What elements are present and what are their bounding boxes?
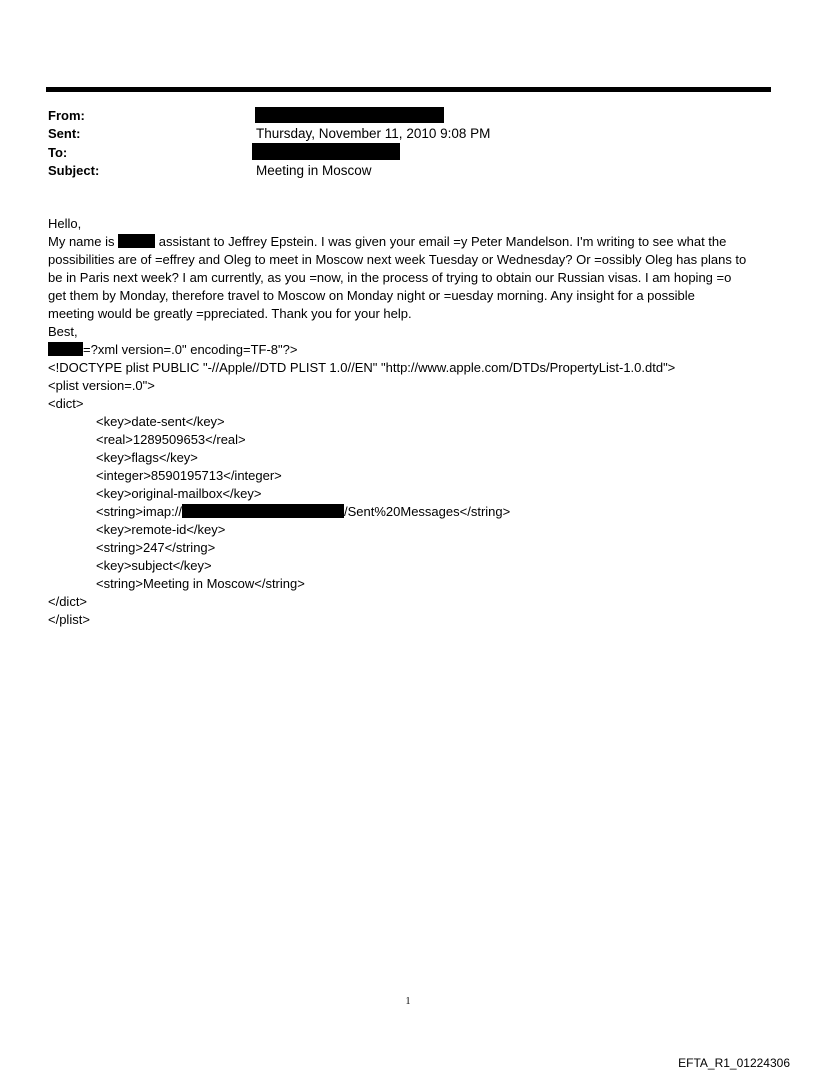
dict-open: <dict> — [48, 396, 84, 411]
plist-value-date-sent: <real>1289509653</real> — [96, 432, 246, 447]
greeting: Hello, — [48, 216, 82, 231]
plist-value-original-mailbox — [48, 503, 774, 521]
plist-key-subject: <key>subject</key> — [96, 558, 212, 573]
from-label: From: — [48, 108, 85, 123]
plist-value-remote-id: <string>247</string> — [96, 540, 216, 555]
body-line-1b: assistant to Jeffrey Epstein. I was given your email =y Peter Mandelson. I'm writing to see what the — [158, 234, 727, 249]
subject-label: Subject: — [48, 163, 100, 178]
plist-key-remote-id: <key>remote-id</key> — [96, 522, 226, 537]
body-line-3: be in Paris next week? I am currently, as you =now, in the process of trying to obtain our Russian visas. I am hoping =o — [48, 270, 732, 285]
plist-close: </plist> — [48, 612, 90, 627]
mailbox-prefix: <string>imap:// — [96, 504, 182, 519]
body-line-1a: My name is — [48, 234, 115, 249]
page-number: 1 — [405, 996, 411, 1007]
plist-value-subject: <string>Meeting in Moscow</string> — [96, 576, 305, 591]
signature-redaction — [48, 342, 83, 356]
sent-label: Sent: — [48, 126, 81, 141]
plist-value-flags: <integer>8590195713</integer> — [96, 468, 282, 483]
plist-key-original-mailbox: <key>original-mailbox</key> — [96, 486, 262, 501]
header-rule — [46, 87, 771, 92]
sent-value: Thursday, November 11, 2010 9:08 PM — [256, 126, 491, 141]
doctype-line: <!DOCTYPE plist PUBLIC "-//Apple//DTD PLIST 1.0//EN" "http://www.apple.com/DTDs/PropertyList-1.0.dtd"> — [48, 360, 676, 375]
body-line-4: get them by Monday, therefore travel to Moscow on Monday night or =uesday morning. Any insight for a possible — [48, 288, 695, 303]
dict-close: </dict> — [48, 594, 88, 609]
body-line-5: meeting would be greatly =ppreciated. Thank you for your help. — [48, 306, 412, 321]
mailbox-suffix: /Sent%20Messages</string> — [344, 504, 511, 519]
body-line-2: possibilities are of =effrey and Oleg to meet in Moscow next week Tuesday or Wednesday? Or =ossibly Oleg has plans to — [48, 252, 747, 267]
name-redaction — [118, 234, 155, 248]
body-line-1 — [48, 233, 774, 251]
plist-key-flags: <key>flags</key> — [96, 450, 198, 465]
from-redaction — [255, 107, 444, 123]
plist-key-date-sent: <key>date-sent</key> — [96, 414, 225, 429]
document-id: EFTA_R1_01224306 — [678, 1056, 790, 1070]
mailbox-redaction — [182, 504, 344, 518]
email-body — [48, 215, 774, 629]
xml-declaration-line — [48, 341, 774, 359]
to-label: To: — [48, 145, 68, 160]
plist-open: <plist version=.0"> — [48, 378, 155, 393]
closing: Best, — [48, 324, 78, 339]
subject-value: Meeting in Moscow — [256, 163, 372, 178]
xml-declaration: =?xml version=.0" encoding=TF-8"?> — [83, 342, 298, 357]
to-redaction — [252, 143, 400, 160]
